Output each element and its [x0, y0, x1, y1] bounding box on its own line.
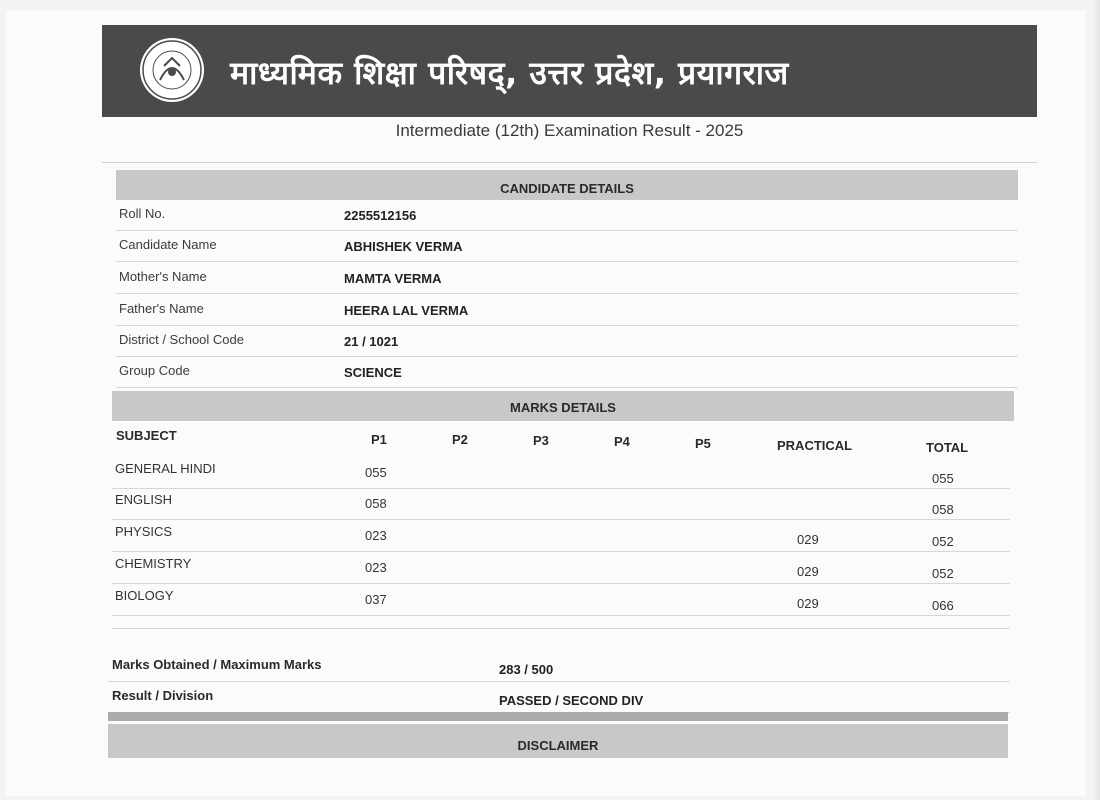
col-practical: PRACTICAL: [777, 438, 853, 453]
marks-details-header: MARKS DETAILS: [112, 391, 1014, 421]
total-marks: 066: [932, 598, 954, 613]
field-value: 21 / 1021: [344, 334, 399, 349]
field-row-mothers-name: [116, 263, 1018, 294]
board-name: माध्यमिक शिक्षा परिषद्, उत्तर प्रदेश, प्रयागराज: [230, 54, 789, 92]
table-row-empty: [112, 616, 1010, 629]
table-row: [112, 584, 1010, 616]
candidate-details-header: CANDIDATE DETAILS: [116, 170, 1018, 200]
field-row-candidate-name: [116, 231, 1018, 262]
field-value: ABHISHEK VERMA: [344, 239, 463, 254]
field-label: District / School Code: [119, 332, 244, 347]
practical-marks: 029: [797, 564, 819, 579]
p1-marks: 055: [365, 465, 387, 480]
field-label: Mother's Name: [119, 269, 207, 284]
total-marks: 052: [932, 534, 954, 549]
col-p2: P2: [452, 432, 468, 447]
field-row-district-school-code: [116, 326, 1018, 357]
board-header: [102, 25, 1037, 117]
divider-bar: [108, 712, 1008, 721]
col-subject: SUBJECT: [116, 428, 177, 443]
field-label: Father's Name: [119, 301, 204, 316]
table-row: [112, 552, 1010, 584]
result-division-row: [108, 682, 1010, 713]
field-value: SCIENCE: [344, 365, 402, 380]
field-value: HEERA LAL VERMA: [344, 303, 469, 318]
p1-marks: 058: [365, 496, 387, 511]
col-p3: P3: [533, 433, 549, 448]
marks-summary-row: [108, 651, 1010, 682]
p1-marks: 023: [365, 528, 387, 543]
result-division-value: PASSED / SECOND DIV: [499, 693, 644, 708]
result-title: Intermediate (12th) Examination Result - 2025: [102, 118, 1037, 163]
total-marks: 058: [932, 502, 954, 517]
up-board-emblem-icon: [138, 36, 206, 104]
col-p5: P5: [695, 436, 711, 451]
subject-name: GENERAL HINDI: [115, 461, 216, 476]
field-row-fathers-name: [116, 295, 1018, 326]
practical-marks: 029: [797, 596, 819, 611]
field-row-roll-no: [116, 200, 1018, 231]
field-row-group-code: [116, 357, 1018, 388]
field-label: Roll No.: [119, 206, 166, 221]
total-marks: 052: [932, 566, 954, 581]
result-division-label: Result / Division: [112, 688, 214, 703]
field-value: MAMTA VERMA: [344, 271, 442, 286]
marks-obtained-value: 283 / 500: [499, 662, 554, 677]
table-row: [112, 457, 1010, 489]
subject-name: PHYSICS: [115, 524, 173, 539]
col-p1: P1: [371, 432, 387, 447]
subject-name: ENGLISH: [115, 492, 173, 507]
col-p4: P4: [614, 434, 630, 449]
field-value: 2255512156: [344, 208, 417, 223]
table-row: [112, 488, 1010, 520]
field-label: Candidate Name: [119, 237, 217, 252]
total-marks: 055: [932, 471, 954, 486]
subject-name: BIOLOGY: [115, 588, 174, 603]
p1-marks: 037: [365, 592, 387, 607]
marks-obtained-label: Marks Obtained / Maximum Marks: [112, 657, 322, 672]
col-total: TOTAL: [926, 440, 969, 455]
p1-marks: 023: [365, 560, 387, 575]
disclaimer-header: DISCLAIMER: [108, 724, 1008, 758]
field-label: Group Code: [119, 363, 190, 378]
subject-name: CHEMISTRY: [115, 556, 192, 571]
page-edge: [1090, 0, 1100, 800]
practical-marks: 029: [797, 532, 819, 547]
table-row: [112, 520, 1010, 552]
